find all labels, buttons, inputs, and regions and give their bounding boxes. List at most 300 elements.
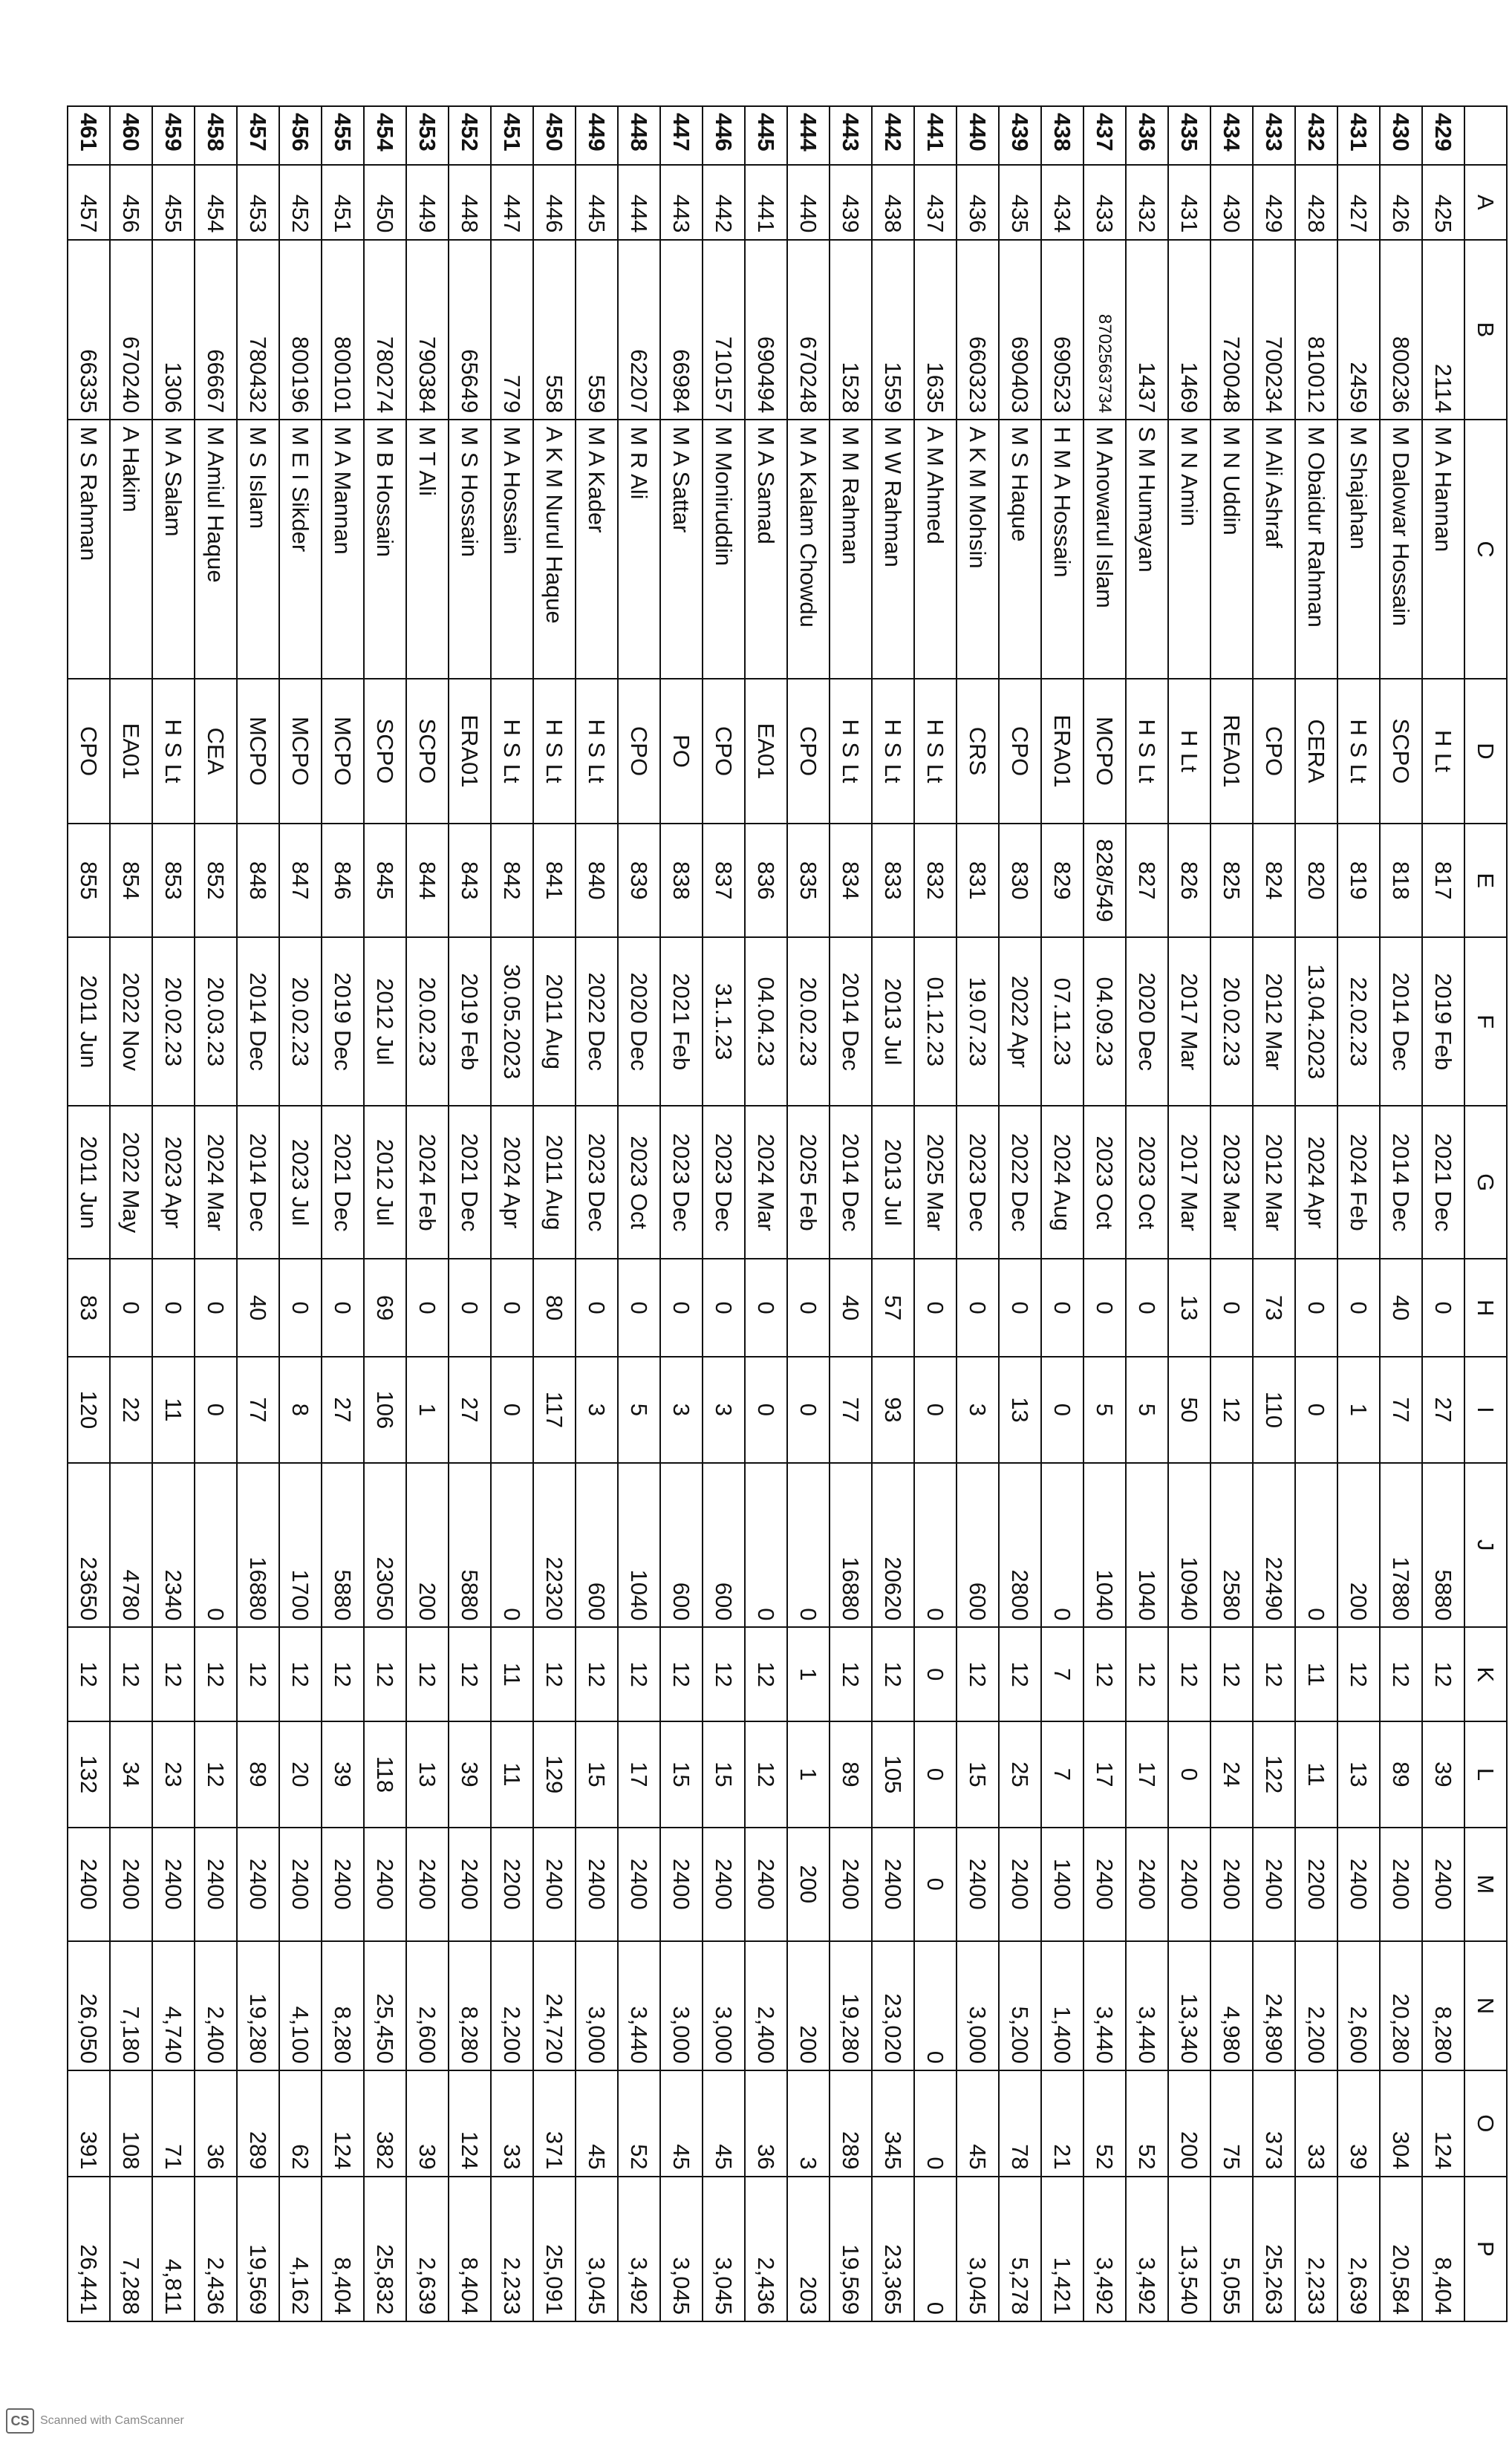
- table-cell: 2024 Mar: [745, 1106, 787, 1259]
- table-cell: 122: [1253, 1721, 1295, 1828]
- table-cell: 52: [618, 2070, 660, 2177]
- table-cell: 0: [1084, 1259, 1126, 1357]
- table-cell: 1469: [1168, 240, 1210, 420]
- table-cell: 2024 Apr: [1295, 1106, 1337, 1259]
- table-cell: 2014 Dec: [830, 937, 872, 1106]
- row-number: 450: [533, 106, 576, 165]
- table-cell: 22320: [533, 1463, 576, 1628]
- table-cell: 2400: [322, 1828, 364, 1941]
- table-cell: 2400: [1422, 1828, 1464, 1941]
- table-cell: 5,200: [999, 1941, 1041, 2070]
- data-table: [67, 105, 1508, 2322]
- table-cell: 832: [914, 824, 957, 937]
- row-number: 444: [787, 106, 830, 165]
- table-cell: 559: [576, 240, 618, 420]
- column-header: A: [1464, 165, 1507, 239]
- table-cell: EA01: [110, 679, 152, 824]
- table-cell: 129: [533, 1721, 576, 1828]
- table-cell: 16880: [830, 1463, 872, 1628]
- table-cell: 2021 Dec: [449, 1106, 491, 1259]
- table-cell: 2400: [1084, 1828, 1126, 1941]
- table-cell: 12: [406, 1627, 449, 1721]
- table-cell: 0: [787, 1259, 830, 1357]
- table-cell: 12: [872, 1627, 914, 1721]
- table-cell: 19,280: [237, 1941, 279, 2070]
- table-cell: 1635: [914, 240, 957, 420]
- table-cell: 8,404: [322, 2177, 364, 2321]
- table-cell: 1,421: [1041, 2177, 1084, 2321]
- table-cell: 24,890: [1253, 1941, 1295, 2070]
- table-cell: 0: [787, 1463, 830, 1628]
- table-cell: 77: [830, 1357, 872, 1463]
- table-cell: 2,400: [745, 1941, 787, 2070]
- table-row: [279, 106, 322, 2321]
- table-cell: 852: [195, 824, 237, 937]
- table-cell: 45: [660, 2070, 703, 2177]
- table-cell: 2020 Dec: [618, 937, 660, 1106]
- table-cell: M A Sattar: [660, 420, 703, 678]
- table-cell: 2023 Oct: [1126, 1106, 1168, 1259]
- column-header: M: [1464, 1828, 1507, 1941]
- table-cell: 2023 Oct: [1084, 1106, 1126, 1259]
- table-cell: 24,720: [533, 1941, 576, 2070]
- table-cell: 3: [787, 2070, 830, 2177]
- table-row: [1168, 106, 1210, 2321]
- column-header: K: [1464, 1627, 1507, 1721]
- table-cell: 12: [237, 1627, 279, 1721]
- table-cell: 19,569: [830, 2177, 872, 2321]
- table-cell: 819: [1337, 824, 1380, 937]
- table-cell: 20,584: [1380, 2177, 1422, 2321]
- table-cell: 3: [703, 1357, 745, 1463]
- table-cell: 2400: [1126, 1828, 1168, 1941]
- table-row: [364, 106, 406, 2321]
- column-header: I: [1464, 1357, 1507, 1463]
- table-cell: 2400: [1210, 1828, 1253, 1941]
- table-cell: 0: [914, 1828, 957, 1941]
- table-cell: 430: [1210, 165, 1253, 239]
- table-cell: CPO: [703, 679, 745, 824]
- row-number: 459: [152, 106, 195, 165]
- table-cell: 12: [195, 1627, 237, 1721]
- table-cell: 07.11.23: [1041, 937, 1084, 1106]
- table-cell: 66984: [660, 240, 703, 420]
- table-cell: 2459: [1337, 240, 1380, 420]
- table-cell: 12: [195, 1721, 237, 1828]
- table-cell: 2400: [618, 1828, 660, 1941]
- table-cell: 2024 Feb: [406, 1106, 449, 1259]
- table-cell: 435: [999, 165, 1041, 239]
- table-cell: M Obaidur Rahman: [1295, 420, 1337, 678]
- table-cell: 11: [152, 1357, 195, 1463]
- table-cell: 2400: [68, 1828, 110, 1941]
- table-row: [1041, 106, 1084, 2321]
- table-cell: M Dalowar Hossain: [1380, 420, 1422, 678]
- table-cell: 0: [152, 1259, 195, 1357]
- table-row: [914, 106, 957, 2321]
- table-cell: H S Lt: [872, 679, 914, 824]
- table-cell: 450: [364, 165, 406, 239]
- table-cell: 52: [1084, 2070, 1126, 2177]
- table-cell: 110: [1253, 1357, 1295, 1463]
- table-cell: 77: [237, 1357, 279, 1463]
- table-row: [1337, 106, 1380, 2321]
- table-cell: 200: [1337, 1463, 1380, 1628]
- table-cell: 0: [914, 1627, 957, 1721]
- table-row: [787, 106, 830, 2321]
- table-cell: 445: [576, 165, 618, 239]
- table-row: [999, 106, 1041, 2321]
- table-cell: 2022 Nov: [110, 937, 152, 1106]
- table-row: [576, 106, 618, 2321]
- camscanner-logo-icon: CS: [6, 2408, 34, 2434]
- table-cell: 19,569: [237, 2177, 279, 2321]
- table-cell: 04.04.23: [745, 937, 787, 1106]
- table-cell: 817: [1422, 824, 1464, 937]
- table-cell: 2014 Dec: [1380, 937, 1422, 1106]
- table-cell: 2011 Aug: [533, 1106, 576, 1259]
- table-cell: 446: [533, 165, 576, 239]
- table-cell: 0: [914, 1357, 957, 1463]
- table-cell: MCPO: [322, 679, 364, 824]
- table-cell: 720048: [1210, 240, 1253, 420]
- table-cell: 2400: [830, 1828, 872, 1941]
- table-cell: 11: [491, 1721, 533, 1828]
- row-number: 431: [1337, 106, 1380, 165]
- table-cell: SCPO: [406, 679, 449, 824]
- table-cell: 124: [449, 2070, 491, 2177]
- table-cell: 12: [830, 1627, 872, 1721]
- table-row: [1295, 106, 1337, 2321]
- row-number: 439: [999, 106, 1041, 165]
- table-cell: 820: [1295, 824, 1337, 937]
- table-cell: 0: [110, 1259, 152, 1357]
- table-cell: 11: [491, 1627, 533, 1721]
- table-cell: 2022 Apr: [999, 937, 1041, 1106]
- table-cell: 5,278: [999, 2177, 1041, 2321]
- row-number: 433: [1253, 106, 1295, 165]
- table-cell: 2022 May: [110, 1106, 152, 1259]
- table-cell: 2400: [1337, 1828, 1380, 1941]
- table-cell: 0: [745, 1259, 787, 1357]
- table-cell: 17880: [1380, 1463, 1422, 1628]
- table-body: [68, 106, 1464, 2321]
- table-cell: 2800: [999, 1463, 1041, 1628]
- table-cell: 2400: [1168, 1828, 1210, 1941]
- table-cell: M A Kader: [576, 420, 618, 678]
- table-cell: 7,180: [110, 1941, 152, 2070]
- table-cell: 2,400: [195, 1941, 237, 2070]
- row-number: 456: [279, 106, 322, 165]
- table-row: [533, 106, 576, 2321]
- table-cell: 12: [1253, 1627, 1295, 1721]
- table-cell: 448: [449, 165, 491, 239]
- table-cell: 69: [364, 1259, 406, 1357]
- table-cell: M M Rahman: [830, 420, 872, 678]
- table-cell: 26,050: [68, 1941, 110, 2070]
- table-row: [1084, 106, 1126, 2321]
- table-cell: 2400: [703, 1828, 745, 1941]
- table-cell: M N Amin: [1168, 420, 1210, 678]
- table-cell: 17: [1084, 1721, 1126, 1828]
- table-cell: 670240: [110, 240, 152, 420]
- table-cell: 2025 Mar: [914, 1106, 957, 1259]
- table-cell: 8,280: [322, 1941, 364, 2070]
- table-cell: 3,440: [1084, 1941, 1126, 2070]
- table-cell: 2023 Jul: [279, 1106, 322, 1259]
- table-cell: 45: [703, 2070, 745, 2177]
- table-cell: 106: [364, 1357, 406, 1463]
- table-cell: 0: [279, 1259, 322, 1357]
- table-cell: 2024 Apr: [491, 1106, 533, 1259]
- table-cell: 848: [237, 824, 279, 937]
- table-cell: 289: [237, 2070, 279, 2177]
- table-cell: 132: [68, 1721, 110, 1828]
- table-cell: 2017 Mar: [1168, 937, 1210, 1106]
- table-cell: 19.07.23: [957, 937, 999, 1106]
- table-cell: 853: [152, 824, 195, 937]
- table-cell: CERA: [1295, 679, 1337, 824]
- table-cell: 1: [787, 1627, 830, 1721]
- table-cell: 2023 Dec: [703, 1106, 745, 1259]
- row-number: 455: [322, 106, 364, 165]
- table-cell: 2400: [745, 1828, 787, 1941]
- table-cell: 89: [1380, 1721, 1422, 1828]
- table-cell: 2020 Dec: [1126, 937, 1168, 1106]
- table-cell: 2014 Dec: [830, 1106, 872, 1259]
- table-cell: 2013 Jul: [872, 937, 914, 1106]
- table-cell: 1040: [1084, 1463, 1126, 1628]
- table-cell: 27: [322, 1357, 364, 1463]
- table-cell: 105: [872, 1721, 914, 1828]
- table-cell: 0: [957, 1259, 999, 1357]
- table-cell: 62: [279, 2070, 322, 2177]
- table-cell: 25,091: [533, 2177, 576, 2321]
- table-cell: 5880: [449, 1463, 491, 1628]
- table-cell: 5: [1126, 1357, 1168, 1463]
- table-cell: 391: [68, 2070, 110, 2177]
- table-cell: 3,492: [1084, 2177, 1126, 2321]
- table-cell: 108: [110, 2070, 152, 2177]
- table-cell: 844: [406, 824, 449, 937]
- table-cell: 20.02.23: [1210, 937, 1253, 1106]
- table-cell: 8: [279, 1357, 322, 1463]
- table-cell: 289: [830, 2070, 872, 2177]
- table-row: [237, 106, 279, 2321]
- table-cell: 15: [660, 1721, 703, 1828]
- row-number: 436: [1126, 106, 1168, 165]
- table-cell: M S Rahman: [68, 420, 110, 678]
- table-cell: 0: [1295, 1357, 1337, 1463]
- table-cell: 12: [1337, 1627, 1380, 1721]
- table-cell: 1528: [830, 240, 872, 420]
- table-cell: 20.02.23: [787, 937, 830, 1106]
- table-cell: 23,365: [872, 2177, 914, 2321]
- table-cell: 2023 Mar: [1210, 1106, 1253, 1259]
- table-cell: 13: [1337, 1721, 1380, 1828]
- table-cell: 800196: [279, 240, 322, 420]
- table-cell: 12: [1168, 1627, 1210, 1721]
- table-cell: 837: [703, 824, 745, 937]
- table-cell: 12: [1422, 1627, 1464, 1721]
- table-cell: 118: [364, 1721, 406, 1828]
- table-cell: 0: [322, 1259, 364, 1357]
- table-cell: EA01: [745, 679, 787, 824]
- table-cell: 431: [1168, 165, 1210, 239]
- table-cell: M T Ali: [406, 420, 449, 678]
- table-cell: 2024 Feb: [1337, 1106, 1380, 1259]
- table-row: [660, 106, 703, 2321]
- table-cell: 0: [491, 1357, 533, 1463]
- table-cell: 5,055: [1210, 2177, 1253, 2321]
- table-cell: 700234: [1253, 240, 1295, 420]
- row-number: 461: [68, 106, 110, 165]
- table-cell: 200: [787, 1828, 830, 1941]
- table-cell: 120: [68, 1357, 110, 1463]
- table-cell: SCPO: [1380, 679, 1422, 824]
- table-cell: 12: [660, 1627, 703, 1721]
- table-cell: 840: [576, 824, 618, 937]
- table-cell: 36: [745, 2070, 787, 2177]
- table-cell: A M Ahmed: [914, 420, 957, 678]
- row-number: 453: [406, 106, 449, 165]
- table-cell: 800236: [1380, 240, 1422, 420]
- table-cell: 2021 Feb: [660, 937, 703, 1106]
- table-cell: 3,045: [576, 2177, 618, 2321]
- column-header: H: [1464, 1259, 1507, 1357]
- table-cell: 1: [787, 1721, 830, 1828]
- table-cell: 0: [999, 1259, 1041, 1357]
- table-cell: 437: [914, 165, 957, 239]
- table-cell: 1700: [279, 1463, 322, 1628]
- table-cell: 7,288: [110, 2177, 152, 2321]
- table-cell: M A Hossain: [491, 420, 533, 678]
- table-row: [491, 106, 533, 2321]
- table-cell: 5880: [1422, 1463, 1464, 1628]
- table-cell: 2400: [364, 1828, 406, 1941]
- table-cell: H S Lt: [152, 679, 195, 824]
- table-cell: A Hakim: [110, 420, 152, 678]
- table-cell: 0: [1337, 1259, 1380, 1357]
- table-cell: MCPO: [1084, 679, 1126, 824]
- table-cell: 3,045: [957, 2177, 999, 2321]
- column-header: B: [1464, 240, 1507, 420]
- table-cell: 447: [491, 165, 533, 239]
- table-cell: 39: [1337, 2070, 1380, 2177]
- table-cell: 442: [703, 165, 745, 239]
- table-cell: 12: [364, 1627, 406, 1721]
- table-cell: 31.1.23: [703, 937, 745, 1106]
- table-cell: 117: [533, 1357, 576, 1463]
- table-cell: M A Hannan: [1422, 420, 1464, 678]
- table-cell: 1: [406, 1357, 449, 1463]
- table-cell: 432: [1126, 165, 1168, 239]
- table-cell: REA01: [1210, 679, 1253, 824]
- table-cell: H S Lt: [914, 679, 957, 824]
- table-cell: 10940: [1168, 1463, 1210, 1628]
- table-cell: 2023 Dec: [957, 1106, 999, 1259]
- table-cell: 2400: [872, 1828, 914, 1941]
- column-header: L: [1464, 1721, 1507, 1828]
- table-cell: M Moniruddin: [703, 420, 745, 678]
- row-number: 452: [449, 106, 491, 165]
- table-cell: 660323: [957, 240, 999, 420]
- table-cell: 13,340: [1168, 1941, 1210, 2070]
- table-cell: 20.02.23: [152, 937, 195, 1106]
- table-cell: 841: [533, 824, 576, 937]
- table-cell: 2400: [957, 1828, 999, 1941]
- table-cell: 8,404: [1422, 2177, 1464, 2321]
- scanner-watermark: [6, 2408, 184, 2434]
- table-cell: 0: [787, 1357, 830, 1463]
- table-cell: 12: [1210, 1357, 1253, 1463]
- table-cell: 8702563734: [1084, 240, 1126, 420]
- row-number: 451: [491, 106, 533, 165]
- table-cell: CPO: [999, 679, 1041, 824]
- row-number: 429: [1422, 106, 1464, 165]
- table-cell: 790384: [406, 240, 449, 420]
- table-cell: 52: [1126, 2070, 1168, 2177]
- table-cell: 45: [576, 2070, 618, 2177]
- table-cell: 2,200: [1295, 1941, 1337, 2070]
- table-cell: 2200: [1295, 1828, 1337, 1941]
- table-cell: 441: [745, 165, 787, 239]
- table-cell: 5: [618, 1357, 660, 1463]
- table-cell: 0: [1295, 1259, 1337, 1357]
- table-cell: 12: [576, 1627, 618, 1721]
- table-cell: SCPO: [364, 679, 406, 824]
- table-cell: 2,233: [1295, 2177, 1337, 2321]
- table-cell: 65649: [449, 240, 491, 420]
- table-cell: 800101: [322, 240, 364, 420]
- table-cell: 75: [1210, 2070, 1253, 2177]
- table-cell: 15: [703, 1721, 745, 1828]
- row-number: 445: [745, 106, 787, 165]
- table-cell: 30.05.2023: [491, 937, 533, 1106]
- table-cell: 23050: [364, 1463, 406, 1628]
- table-cell: 2014 Dec: [237, 1106, 279, 1259]
- table-cell: 440: [787, 165, 830, 239]
- table-cell: 0: [1126, 1259, 1168, 1357]
- column-header-row: [1464, 106, 1507, 2321]
- table-cell: 2024 Mar: [195, 1106, 237, 1259]
- table-cell: 0: [660, 1259, 703, 1357]
- table-cell: 449: [406, 165, 449, 239]
- table-cell: 40: [1380, 1259, 1422, 1357]
- table-cell: 04.09.23: [1084, 937, 1126, 1106]
- table-cell: 80: [533, 1259, 576, 1357]
- table-cell: 1040: [618, 1463, 660, 1628]
- table-cell: 2012 Mar: [1253, 1106, 1295, 1259]
- row-number: 440: [957, 106, 999, 165]
- table-cell: 600: [660, 1463, 703, 1628]
- table-cell: 690523: [1041, 240, 1084, 420]
- table-cell: M A Samad: [745, 420, 787, 678]
- table-cell: 22: [110, 1357, 152, 1463]
- table-cell: 439: [830, 165, 872, 239]
- table-cell: 5: [1084, 1357, 1126, 1463]
- table-cell: 0: [914, 2070, 957, 2177]
- table-cell: 710157: [703, 240, 745, 420]
- table-cell: S M Humayan: [1126, 420, 1168, 678]
- table-cell: MCPO: [237, 679, 279, 824]
- table-cell: 2400: [406, 1828, 449, 1941]
- table-cell: 828/549: [1084, 824, 1126, 937]
- table-cell: 200: [1168, 2070, 1210, 2177]
- table-cell: 434: [1041, 165, 1084, 239]
- table-cell: 8,280: [449, 1941, 491, 2070]
- spreadsheet: [76, 105, 1508, 2322]
